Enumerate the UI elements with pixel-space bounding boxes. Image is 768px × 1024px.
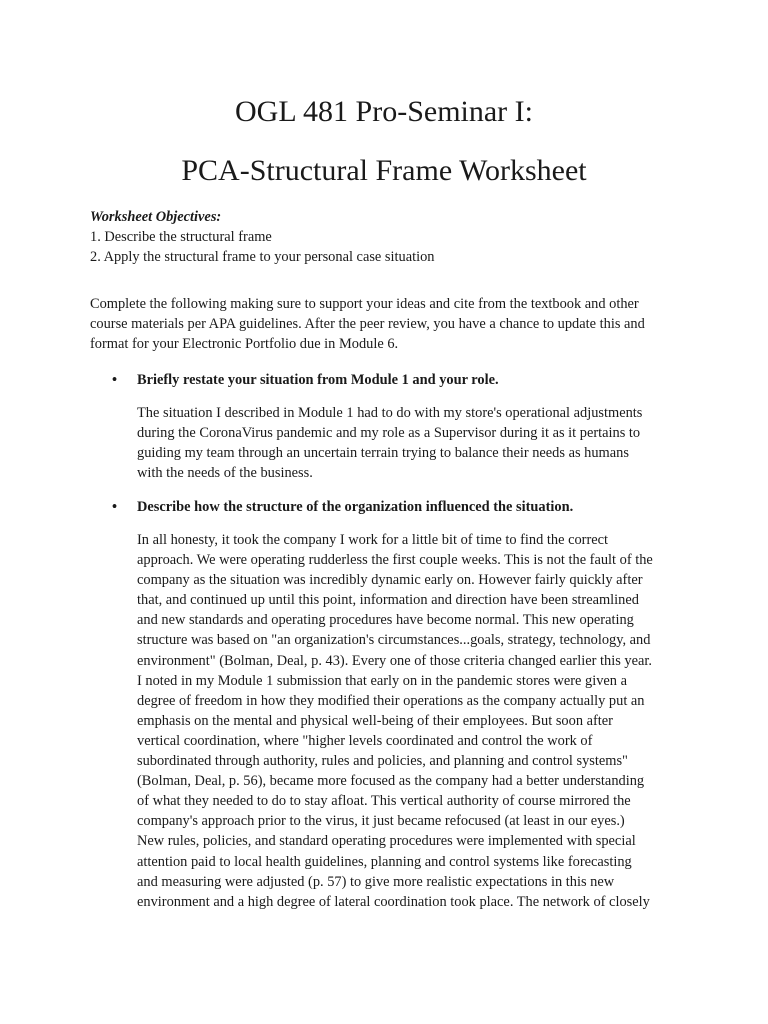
answer-line: structure was based on "an organization's circumstances...goals, strategy, technology, and: [137, 632, 651, 649]
answer-line: and measuring were adjusted (p. 57) to give more realistic expectations in this new: [137, 873, 615, 890]
answer-line: New rules, policies, and standard operating procedures were implemented with special: [137, 833, 636, 850]
answer-line: In all honesty, it took the company I work for a little bit of time to find the correct: [137, 532, 609, 548]
answer-line: company as the situation was incredibly dynamic early on. However fairly quickly after: [137, 572, 643, 589]
instructions-line: Complete the following making sure to support your ideas and cite from the textbook and other: [90, 296, 639, 312]
question-2-prompt: Describe how the structure of the organization influenced the situation.: [137, 499, 574, 515]
answer-line: degree of freedom in how they modified their operations as the company actually put an: [137, 692, 645, 709]
answer-line: and new standards and operating procedures have become normal. This new operating: [137, 612, 634, 629]
question-1-answer: [137, 403, 697, 483]
question-2-answer: [137, 530, 697, 912]
document-title-line-1: OGL 481 Pro-Seminar I:: [234, 95, 533, 128]
objective-item: 1. Describe the structural frame: [90, 229, 272, 246]
answer-line: environment and a high degree of lateral coordination took place. The network of closely: [137, 893, 650, 910]
answer-line: guiding my team through an uncertain terrain trying to balance their needs as humans: [137, 445, 629, 462]
answer-line: subordinated through authority, rules and policies, and planning and control systems": [137, 753, 628, 770]
answer-line: I noted in my Module 1 submission that early on in the pandemic stores were given a: [137, 672, 627, 689]
answer-line: (Bolman, Deal, p. 56), became more focused as the company had a better understanding: [137, 773, 645, 790]
instructions-paragraph: [90, 294, 690, 354]
answer-line: of what they needed to do to stay afloat. This vertical authority of course mirrored the: [137, 793, 631, 810]
instructions-line: format for your Electronic Portfolio due in Module 6.: [90, 336, 399, 353]
answer-line: company's approach prior to the virus, it just became refocused (at least in our eyes.): [137, 813, 625, 830]
answer-line: approach. We were operating rudderless the first couple weeks. This is not the fault of the: [137, 552, 653, 569]
answer-line: emphasis on the mental and physical well-being of their employees. But soon after: [137, 712, 613, 729]
objectives-heading: Worksheet Objectives:: [90, 209, 222, 225]
answer-line: vertical coordination, where "higher levels coordinated and control the work of: [137, 732, 593, 749]
bullet-marker: •: [112, 499, 118, 515]
objective-item: 2. Apply the structural frame to your personal case situation: [90, 249, 435, 266]
answer-line: during the CoronaVirus pandemic and my role as a Supervisor during it as it pertains to: [137, 425, 641, 442]
question-1-prompt: Briefly restate your situation from Module 1 and your role.: [137, 372, 499, 388]
answer-line: The situation I described in Module 1 had to do with my store's operational adjustments: [137, 405, 643, 421]
answer-line: with the needs of the business.: [137, 465, 313, 482]
instructions-line: course materials per APA guidelines. After the peer review, you have a chance to update this and: [90, 316, 645, 333]
document-title-line-2: PCA-Structural Frame Worksheet: [181, 154, 587, 187]
bullet-marker: •: [112, 372, 118, 388]
answer-line: attention paid to local health guidelines, planning and control systems like forecasting: [137, 853, 632, 870]
worksheet-objectives: [90, 207, 730, 267]
answer-line: that, and continued up until this point, information and direction have been streamlined: [137, 592, 639, 609]
answer-line: environment" (Bolman, Deal, p. 43). Every one of those criteria changed earlier this year.: [137, 652, 652, 669]
